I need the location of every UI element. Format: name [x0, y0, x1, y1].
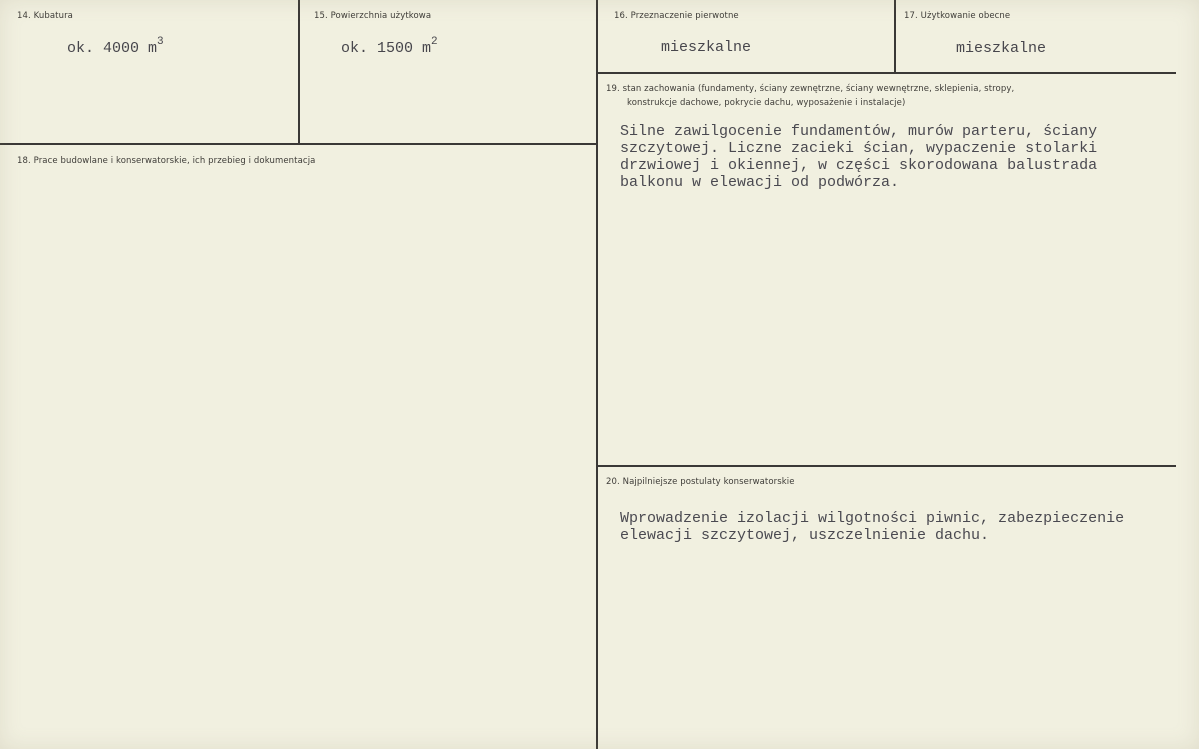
- value-powierzchnia-power: 2: [431, 36, 438, 48]
- text-line: szczytowej. Liczne zacieki ścian, wypaczenie stolarki: [620, 140, 1098, 157]
- text-line: Wprowadzenie izolacji wilgotności piwnic, zabezpieczenie: [620, 510, 1125, 527]
- label-kubatura: 14. Kubatura: [17, 11, 73, 21]
- label-powierzchnia: 15. Powierzchnia użytkowa: [314, 11, 432, 21]
- value-powierzchnia-text: ok. 1500 m: [341, 40, 432, 57]
- label-przeznaczenie-pierwotne: 16. Przeznaczenie pierwotne: [614, 11, 739, 21]
- value-powierzchnia: [341, 38, 438, 57]
- label-postulaty: 20. Najpilniejsze postulaty konserwatorskie: [606, 477, 795, 487]
- text-postulaty: [620, 510, 1124, 544]
- label-stan-zachowania: 19. stan zachowania (fundamenty, ściany zewnętrzne, ściany wewnętrzne, sklepienia, stropy,: [606, 84, 1015, 94]
- text-line: balkonu w elewacji od podwórza.: [620, 174, 900, 191]
- text-line: Silne zawilgocenie fundamentów, murów parteru, ściany: [620, 123, 1098, 140]
- label-prace-budowlane: 18. Prace budowlane i konserwatorskie, ich przebieg i dokumentacja: [17, 156, 316, 166]
- value-przeznaczenie-pierwotne: mieszkalne: [661, 39, 752, 56]
- divider-row-18: [0, 143, 598, 145]
- divider-col-16-17: [894, 0, 896, 74]
- value-kubatura: [67, 38, 164, 57]
- divider-main-vertical: [596, 0, 598, 749]
- value-kubatura-power: 3: [157, 36, 164, 48]
- text-stan-zachowania: [620, 123, 1097, 191]
- value-kubatura-text: ok. 4000 m: [67, 40, 158, 57]
- text-line: drzwiowej i okiennej, w części skorodowana balustrada: [620, 157, 1098, 174]
- label-stan-zachowania-cont: konstrukcje dachowe, pokrycie dachu, wyposażenie i instalacje): [627, 98, 906, 108]
- text-line: elewacji szczytowej, uszczelnienie dachu.: [620, 527, 990, 544]
- label-uzytkowanie-obecne: 17. Użytkowanie obecne: [904, 11, 1011, 21]
- value-uzytkowanie-obecne: mieszkalne: [956, 40, 1047, 57]
- divider-col-14-15: [298, 0, 300, 145]
- divider-row-19: [596, 72, 1176, 74]
- divider-row-20: [596, 465, 1176, 467]
